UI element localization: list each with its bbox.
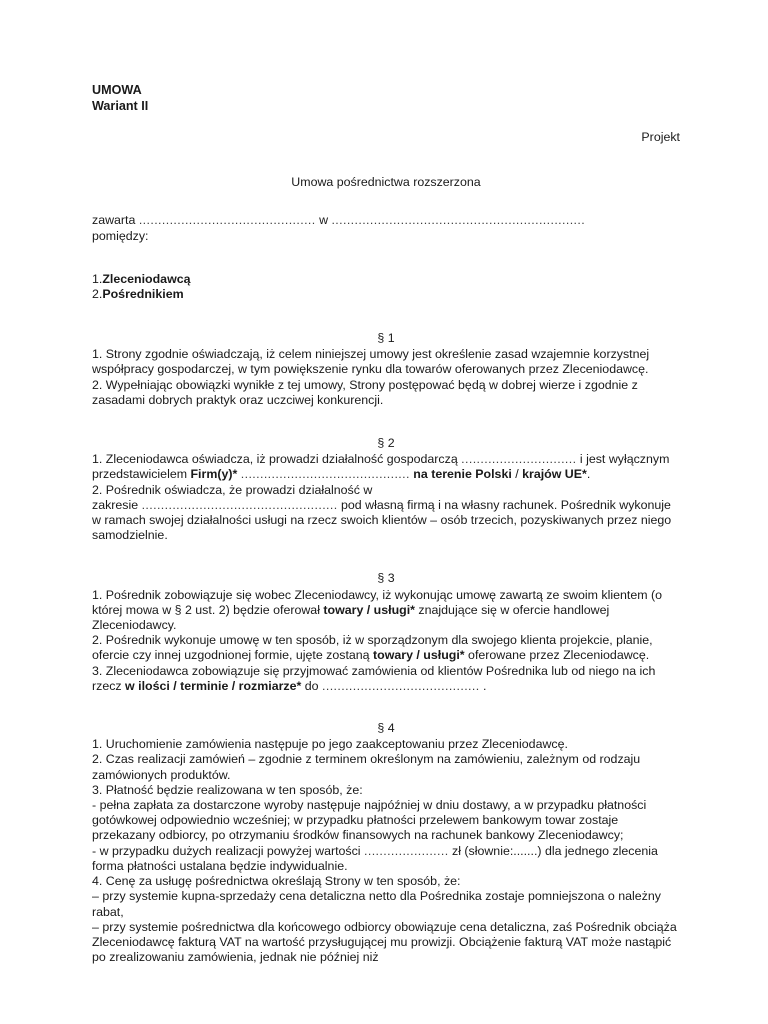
- s3p3-bold-terms: w ilości / terminie / rozmiarze*: [125, 678, 302, 693]
- s2p2-blank-scope: ...................................................: [141, 497, 338, 512]
- s2p2-text-c: pod własną firmą i na własny rachunek. Pośrednik wykonuje w ramach swojej działalności usługi na rzecz swoich klientów – osób trzecich, pozyskiwanych przez niego samodzielnie.: [92, 497, 672, 543]
- draft-marker: Projekt: [641, 130, 680, 144]
- intro-label-zawarta: zawarta: [92, 213, 136, 228]
- intro-line-2: pomiędzy:: [92, 228, 149, 243]
- section-2-para-1: [92, 452, 680, 482]
- section-4-dash-2: – przy systemie pośrednictwa dla końcowego odbiorcy obowiązuje cena detaliczna, zaś Pośrednik obciąża Zleceniodawcę fakturą VAT na wartość przysługującej mu prowizji. Obciążenie fakturą VAT może nastąpić po zrealizowaniu zamówienia, jednak nie później niż: [92, 919, 677, 965]
- intro-label-w: w: [319, 213, 329, 228]
- s2p1-text-a: 1. Zleceniodawca oświadcza, iż prowadzi działalność gospodarczą: [92, 452, 462, 467]
- parties-list: [92, 272, 680, 303]
- intro-blank-date: ..............................................: [138, 213, 316, 228]
- section-2-para-2-line1: 2. Pośrednik oświadcza, że prowadzi działalność w: [92, 482, 373, 497]
- section-1-para-1: 1. Strony zgodnie oświadczają, iż celem niniejszej umowy jest określenie zasad wzajemnie korzystnej współpracy gospodarczej, w tym powiększenie rynku dla towarów oferowanych przez Zleceniodawcę.: [92, 347, 650, 377]
- party-label: Zleceniodawcą: [102, 271, 191, 286]
- section-2: [92, 436, 680, 543]
- s2p2-text-b: zakresie: [92, 497, 142, 512]
- s4pv-text-b: zł (słownie:.......) dla jednego zlecenia forma płatności ustalana będzie indywidualnie.: [92, 843, 658, 873]
- s2p1-blank-activity: ..............................: [461, 452, 577, 467]
- section-1-para-2: 2. Wypełniając obowiązki wynikłe z tej umowy, Strony postępować będą w dobrej wierze i zgodnie z zasadami dobrych praktyk oraz uczciwej konkurencji.: [92, 377, 638, 407]
- s2p1-bold-firm: Firm(y)*: [190, 467, 238, 482]
- intro-blank-place: ..................................................................: [331, 213, 586, 228]
- s3p2-bold-goods: towary / usługi*: [373, 648, 465, 663]
- s2p1-blank-firm: ............................................: [240, 467, 410, 482]
- section-4-bullet-2: [92, 844, 680, 874]
- section-4-para-2: 2. Czas realizacji zamówień – zgodnie z terminem określonym na zamówieniu, zależnym od rodzaju zamówionych produktów.: [92, 752, 641, 782]
- party-number: 1.: [92, 271, 103, 286]
- s4pv-blank-amount: ......................: [364, 843, 449, 858]
- section-3: [92, 571, 680, 694]
- document-title-block: [92, 82, 680, 114]
- section-1: [92, 331, 680, 408]
- party-item: [92, 272, 680, 288]
- s3p1-text-a: 1. Pośrednik zobowiązuje się wobec Zleceniodawcy, iż wykonując umowę zawartą ze swoim klientem (o której mowa w § 2 ust. 2) będzie oferował: [92, 587, 662, 617]
- s4pv-text-a: - w przypadku dużych realizacji powyżej wartości: [92, 843, 365, 858]
- section-4: [92, 721, 680, 965]
- section-3-heading: § 3: [377, 571, 395, 586]
- s3p1-text-b: znajdujące się w ofercie handlowej Zleceniodawcy.: [92, 602, 610, 633]
- section-4-para-4: 4. Cenę za usługę pośrednictwa określają Strony w ten sposób, że:: [92, 874, 461, 889]
- document-variant: Wariant II: [92, 99, 149, 113]
- intro-line-1: [92, 213, 680, 228]
- party-label: Pośrednikiem: [102, 287, 184, 302]
- s3p2-text-b: oferowane przez Zleceniodawcę.: [464, 648, 650, 663]
- section-4-para-1: 1. Uruchomienie zamówienia następuje po jego zaakceptowaniu przez Zleceniodawcę.: [92, 737, 568, 752]
- s3p2-text-a: 2. Pośrednik wykonuje umowę w ten sposób, iż w sporządzonym dla swojego klienta projekcie, planie, ofercie czy innej uzgodnionej formie, ujęte zostaną: [92, 633, 653, 663]
- document-content: [92, 82, 680, 965]
- section-3-para-2: [92, 633, 680, 663]
- section-4-para-3: 3. Płatność będzie realizowana w ten sposób, że:: [92, 782, 363, 797]
- party-number: 2.: [92, 287, 103, 302]
- section-4-bullet-1: - pełna zapłata za dostarczone wyroby następuje najpóźniej w dniu dostawy, a w przypadku płatności gotówkowej odpowiednio wcześniej; w przypadku płatności przelewem bankowym towar zostaje przekazany odbiorcy, po otrzymaniu środków finansowych na rachunek bankowy Zleceniodawcy;: [92, 798, 647, 843]
- section-4-dash-1: – przy systemie kupna-sprzedaży cena detaliczna netto dla Pośrednika zostaje pomniejszona o należny rabat,: [92, 889, 661, 919]
- s2p1-text-e: /: [511, 467, 523, 482]
- section-3-para-3: [92, 664, 680, 694]
- s3p3-text-c: .: [479, 678, 487, 693]
- party-item: [92, 287, 680, 303]
- document-subtitle: Umowa pośrednictwa rozszerzona: [291, 175, 481, 190]
- section-4-heading: § 4: [377, 721, 395, 736]
- s2p1-text-b: i jest wyłącznym przedstawicielem: [92, 452, 670, 482]
- section-2-heading: § 2: [377, 436, 395, 451]
- document-title: UMOWA: [92, 83, 142, 97]
- contract-intro: [92, 213, 680, 243]
- section-3-para-1: [92, 588, 680, 634]
- s3p3-blank-terms: .........................................: [322, 678, 480, 693]
- s2p1-bold-eu: krajów UE*: [522, 467, 587, 482]
- section-2-para-2-line2: [92, 498, 680, 544]
- s3p3-text-a: 3. Zleceniodawca zobowiązuje się przyjmować zamówienia od klientów Pośrednika lub od niego na ich rzecz: [92, 663, 656, 693]
- s2p1-bold-poland: na terenie Polski: [413, 467, 512, 482]
- s2p1-text-f: .: [586, 467, 591, 482]
- s3p3-text-b: do: [301, 678, 323, 693]
- s3p1-bold-goods: towary / usługi*: [323, 602, 415, 617]
- section-1-heading: § 1: [377, 331, 395, 345]
